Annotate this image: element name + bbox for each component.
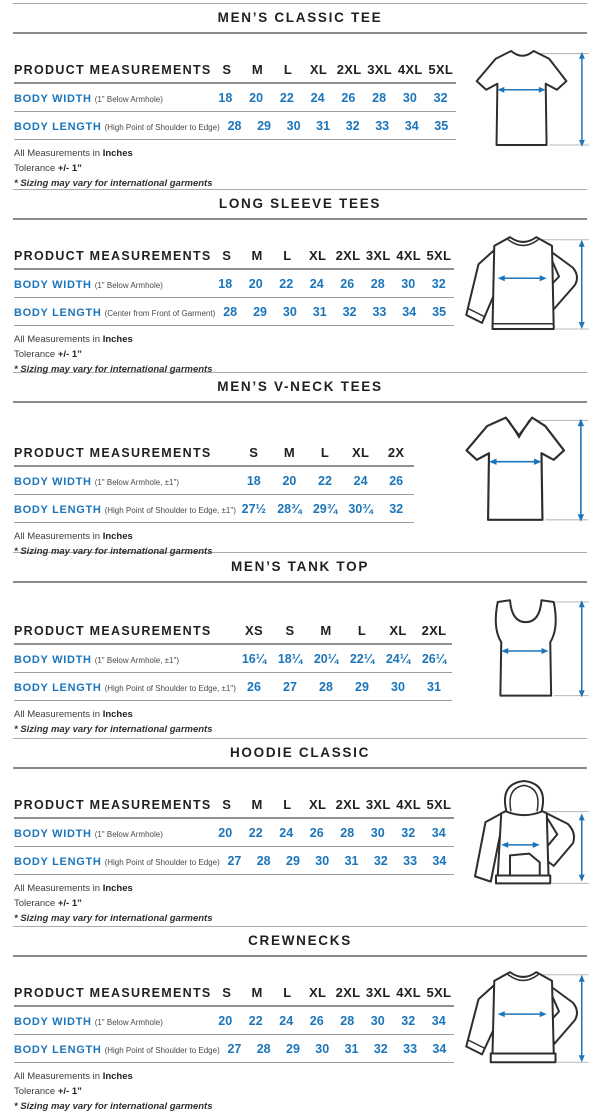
table-header-row	[14, 248, 454, 270]
row-label: BODY WIDTH	[14, 476, 92, 488]
size-header-cells	[236, 623, 452, 638]
measurement-value: 26	[340, 277, 355, 291]
size-column-header: 2XL	[335, 248, 361, 263]
note-line: * Sizing may vary for international garments	[14, 546, 213, 557]
row-note: (1" Below Armhole)	[94, 281, 163, 290]
note-line: * Sizing may vary for international garments	[14, 1101, 213, 1112]
row-note: (1" Below Armhole)	[94, 1018, 163, 1027]
measurement-value: 28	[340, 826, 355, 840]
long-sleeve-tee-illustration	[454, 224, 594, 379]
note-line: All Measurements in Inches	[14, 1071, 133, 1082]
measurement-value: 35	[432, 305, 447, 319]
measurement-value: 31	[344, 1042, 359, 1056]
measurement-value: 34	[402, 305, 417, 319]
table-rows	[14, 84, 456, 140]
note-line: Tolerance +/- 1”	[14, 898, 82, 909]
row-label: BODY WIDTH	[14, 828, 92, 840]
measurement-value: 34	[431, 826, 446, 840]
measurement-value: 24¼	[385, 652, 411, 666]
size-column-header: 4XL	[396, 248, 421, 263]
row-note: (Center from Front of Garment)	[104, 309, 216, 318]
table-row	[14, 645, 452, 673]
measurement-value: 34	[432, 1042, 447, 1056]
section-crewnecks	[0, 926, 600, 1112]
table-rows	[14, 270, 454, 326]
size-column-header: XS	[245, 623, 263, 638]
measurement-value: 28	[372, 91, 387, 105]
note-line: All Measurements in Inches	[14, 531, 133, 542]
row-label: BODY WIDTH	[14, 654, 92, 666]
size-column-header: M	[320, 623, 332, 638]
section-header	[13, 3, 587, 34]
row-label: BODY LENGTH	[14, 856, 102, 868]
footnotes	[14, 148, 456, 189]
note-line: Tolerance +/- 1”	[14, 1086, 82, 1097]
size-column-header: XL	[351, 445, 370, 460]
row-note: (High Point of Shoulder to Edge, ±1")	[104, 684, 236, 693]
measurement-value: 33	[403, 854, 418, 868]
size-column-header: M	[251, 248, 263, 263]
table-row	[14, 847, 454, 875]
size-column-header: 3XL	[365, 797, 391, 812]
size-column-header: 4XL	[397, 62, 423, 77]
product-measurements-label: PRODUCT MEASUREMENTS	[14, 624, 212, 638]
table-row	[14, 1035, 454, 1063]
measurement-value: 32	[433, 91, 448, 105]
table-row	[14, 84, 456, 112]
table-row	[14, 467, 414, 495]
measurement-value: 24	[353, 474, 368, 488]
size-column-header: XL	[309, 985, 327, 1000]
measurement-value: 30¾	[348, 502, 373, 516]
body-length-arrow	[579, 240, 585, 329]
table-row	[14, 1007, 454, 1035]
measurement-value: 30	[401, 277, 416, 291]
size-header-cells	[212, 62, 456, 77]
measurement-value: 30	[370, 826, 385, 840]
body-length-arrow	[579, 813, 585, 881]
footnotes	[14, 531, 414, 557]
measurement-value: 26	[309, 1014, 324, 1028]
measurements-table	[14, 445, 414, 561]
measurement-value: 20	[218, 1014, 233, 1028]
measurement-value: 33	[372, 305, 387, 319]
row-label: BODY LENGTH	[14, 121, 102, 133]
section-title: LONG SLEEVE TEES	[218, 196, 382, 211]
size-header-cells	[212, 797, 454, 812]
classic-tee-illustration	[456, 38, 594, 193]
measurement-value: 26	[341, 91, 356, 105]
measurements-table	[14, 985, 454, 1116]
measurement-value: 22	[279, 91, 294, 105]
measurement-value: 22	[248, 826, 263, 840]
measurements-table	[14, 248, 454, 379]
section-tank-top	[0, 552, 600, 735]
size-column-header: S	[285, 623, 295, 638]
note-line: * Sizing may vary for international garments	[14, 913, 213, 924]
measurement-value: 27	[227, 854, 242, 868]
measurements-table	[14, 623, 452, 739]
row-label: BODY WIDTH	[14, 1016, 92, 1028]
measurement-value: 31	[312, 305, 327, 319]
note-line: * Sizing may vary for international garments	[14, 178, 213, 189]
size-column-header: 4XL	[396, 985, 421, 1000]
size-column-header: 5XL	[426, 985, 452, 1000]
table-row	[14, 298, 454, 326]
crewneck-illustration	[454, 961, 594, 1116]
measurements-table	[14, 62, 456, 193]
measurement-value: 27	[283, 680, 297, 694]
row-label: BODY WIDTH	[14, 93, 92, 105]
measurement-value: 32	[373, 1042, 388, 1056]
measurement-value: 30	[315, 854, 330, 868]
row-label: BODY LENGTH	[14, 1044, 102, 1056]
measurement-value: 28	[370, 277, 385, 291]
measurement-value: 22¼	[349, 652, 375, 666]
size-column-header: M	[251, 985, 263, 1000]
size-column-header: L	[283, 985, 292, 1000]
measurement-value: 35	[434, 119, 449, 133]
note-line: All Measurements in Inches	[14, 148, 133, 159]
size-column-header: S	[222, 985, 232, 1000]
size-column-header: 5XL	[426, 797, 452, 812]
body-length-arrow	[579, 52, 585, 147]
size-header-cells	[212, 248, 454, 263]
row-label: BODY LENGTH	[14, 504, 102, 516]
note-line: Tolerance +/- 1”	[14, 163, 82, 174]
size-column-header: S	[222, 797, 232, 812]
measurement-value: 16¼	[241, 652, 267, 666]
note-line: * Sizing may vary for international garments	[14, 724, 213, 735]
table-row	[14, 270, 454, 298]
table-rows	[14, 645, 452, 701]
table-header-row	[14, 985, 454, 1007]
size-column-header: S	[222, 62, 232, 77]
note-line: All Measurements in Inches	[14, 883, 133, 894]
measurement-value: 32	[342, 305, 357, 319]
measurement-value: 33	[375, 119, 390, 133]
measurement-value: 29¾	[312, 502, 338, 516]
footnotes	[14, 334, 454, 375]
table-rows	[14, 467, 414, 523]
section-title: CREWNECKS	[248, 933, 352, 948]
measurement-value: 32	[401, 1014, 416, 1028]
footnotes	[14, 1071, 454, 1112]
product-measurements-label: PRODUCT MEASUREMENTS	[14, 249, 212, 263]
measurement-value: 34	[431, 1014, 446, 1028]
size-column-header: XL	[389, 623, 407, 638]
measurement-value: 32	[389, 502, 404, 516]
measurement-value: 34	[432, 854, 447, 868]
table-header-row	[14, 623, 452, 645]
table-rows	[14, 819, 454, 875]
measurement-value: 24	[279, 1014, 294, 1028]
footnotes	[14, 709, 452, 735]
note-line: * Sizing may vary for international garments	[14, 364, 213, 375]
size-column-header: L	[320, 445, 330, 460]
row-note: (1" Below Armhole, ±1")	[94, 656, 180, 665]
measurement-value: 28	[256, 854, 271, 868]
measurement-value: 27½	[241, 502, 266, 516]
table-header-row	[14, 797, 454, 819]
section-long-sleeve	[0, 189, 600, 375]
size-header-cells	[212, 985, 454, 1000]
measurement-value: 28	[223, 305, 238, 319]
body-length-arrow	[578, 419, 584, 522]
measurement-value: 34	[404, 119, 419, 133]
measurement-value: 20	[248, 277, 263, 291]
measurement-value: 18	[218, 91, 233, 105]
size-column-header: 2XL	[335, 797, 361, 812]
size-column-header: M	[283, 445, 295, 460]
size-column-header: L	[283, 797, 292, 812]
measurement-value: 32	[345, 119, 360, 133]
section-v-neck	[0, 372, 600, 557]
section-classic-tee	[0, 3, 600, 189]
measurement-value: 24	[310, 91, 325, 105]
size-column-header: 2X	[387, 445, 405, 460]
measurement-value: 30	[286, 119, 301, 133]
measurement-value: 20¼	[313, 652, 339, 666]
row-note: (High Point of Shoulder to Edge)	[104, 1046, 220, 1055]
measurement-value: 29	[253, 305, 267, 319]
measurement-value: 20	[249, 91, 264, 105]
footnotes	[14, 883, 454, 924]
row-label: BODY LENGTH	[14, 682, 102, 694]
size-column-header: XL	[309, 797, 327, 812]
measurement-value: 32	[401, 826, 416, 840]
measurement-value: 28	[340, 1014, 355, 1028]
measurement-value: 26	[389, 474, 404, 488]
size-column-header: L	[357, 623, 367, 638]
row-note: (1" Below Armhole, ±1")	[94, 478, 180, 487]
body-length-arrow	[579, 975, 585, 1063]
measurement-value: 31	[316, 119, 331, 133]
measurement-value: 32	[373, 854, 388, 868]
size-column-header: 2XL	[336, 62, 362, 77]
measurements-table	[14, 797, 454, 928]
measurement-value: 27	[227, 1042, 242, 1056]
table-row	[14, 112, 456, 140]
size-column-header: S	[222, 248, 232, 263]
measurement-value: 18	[218, 277, 233, 291]
measurement-value: 28	[256, 1042, 271, 1056]
measurement-value: 30	[402, 91, 417, 105]
table-header-row	[14, 62, 456, 84]
measurement-value: 18	[246, 474, 261, 488]
measurement-value: 22	[318, 474, 332, 488]
measurement-value: 20	[218, 826, 233, 840]
table-row	[14, 819, 454, 847]
row-label: BODY WIDTH	[14, 279, 92, 291]
measurement-value: 30	[315, 1042, 330, 1056]
row-note: (1" Below Armhole)	[94, 830, 163, 839]
measurement-value: 24	[309, 277, 324, 291]
size-column-header: 3XL	[365, 985, 391, 1000]
size-column-header: L	[283, 248, 292, 263]
size-column-header: XL	[309, 62, 328, 77]
note-line: Tolerance +/- 1”	[14, 349, 82, 360]
measurement-value: 26¼	[421, 652, 447, 666]
measurement-value: 26	[309, 826, 324, 840]
measurement-value: 30	[391, 680, 405, 694]
measurement-value: 29	[355, 680, 369, 694]
section-header	[13, 738, 587, 769]
row-note: (1" Below Armhole)	[94, 95, 163, 104]
body-length-arrow	[579, 600, 585, 697]
row-note: (High Point of Shoulder to Edge)	[104, 858, 220, 867]
row-note: (High Point of Shoulder to Edge, ±1")	[104, 506, 236, 515]
size-column-header: L	[283, 62, 293, 77]
size-column-header: 5XL	[428, 62, 454, 77]
size-column-header: 2XL	[335, 985, 361, 1000]
measurement-value: 30	[282, 305, 297, 319]
section-title: MEN’S TANK TOP	[230, 559, 370, 574]
measurement-value: 26	[247, 680, 261, 694]
size-column-header: M	[251, 62, 263, 77]
table-row	[14, 495, 414, 523]
measurement-value: 31	[427, 680, 441, 694]
table-rows	[14, 1007, 454, 1063]
measurement-value: 29	[286, 854, 300, 868]
row-note: (High Point of Shoulder to Edge)	[104, 123, 220, 132]
measurement-value: 24	[279, 826, 294, 840]
measurement-value: 22	[248, 1014, 263, 1028]
measurement-value: 33	[403, 1042, 418, 1056]
size-column-header: M	[251, 797, 263, 812]
product-measurements-label: PRODUCT MEASUREMENTS	[14, 63, 212, 77]
section-title: MEN’S V-NECK TEES	[217, 379, 383, 394]
measurement-value: 32	[431, 277, 446, 291]
hoodie-illustration	[454, 769, 594, 928]
section-hoodie	[0, 738, 600, 923]
product-measurements-label: PRODUCT MEASUREMENTS	[14, 446, 212, 460]
measurement-value: 29	[257, 119, 271, 133]
v-neck-tee-illustration	[444, 407, 594, 561]
size-column-header: 4XL	[396, 797, 421, 812]
measurement-value: 30	[370, 1014, 385, 1028]
size-column-header: S	[249, 445, 259, 460]
product-measurements-label: PRODUCT MEASUREMENTS	[14, 986, 212, 1000]
note-line: All Measurements in Inches	[14, 709, 133, 720]
measurement-value: 31	[344, 854, 359, 868]
size-column-header: 3XL	[365, 248, 391, 263]
size-column-header: XL	[309, 248, 327, 263]
measurement-value: 28	[227, 119, 242, 133]
section-header	[13, 926, 587, 957]
note-line: All Measurements in Inches	[14, 334, 133, 345]
product-measurements-label: PRODUCT MEASUREMENTS	[14, 798, 212, 812]
measurement-value: 28¾	[277, 502, 302, 516]
measurement-value: 29	[286, 1042, 300, 1056]
section-title: HOODIE CLASSIC	[229, 745, 371, 760]
size-header-cells	[236, 445, 414, 460]
measurement-value: 18¼	[277, 652, 303, 666]
section-header	[13, 189, 587, 220]
size-column-header: 3XL	[367, 62, 393, 77]
table-header-row	[14, 445, 414, 467]
measurement-value: 28	[319, 680, 333, 694]
tank-top-illustration	[454, 587, 594, 739]
size-column-header: 5XL	[426, 248, 452, 263]
measurement-value: 22	[279, 277, 294, 291]
measurement-value: 20	[282, 474, 297, 488]
section-title: MEN’S CLASSIC TEE	[217, 10, 383, 25]
size-column-header: 2XL	[421, 623, 447, 638]
row-label: BODY LENGTH	[14, 307, 102, 319]
table-row	[14, 673, 452, 701]
